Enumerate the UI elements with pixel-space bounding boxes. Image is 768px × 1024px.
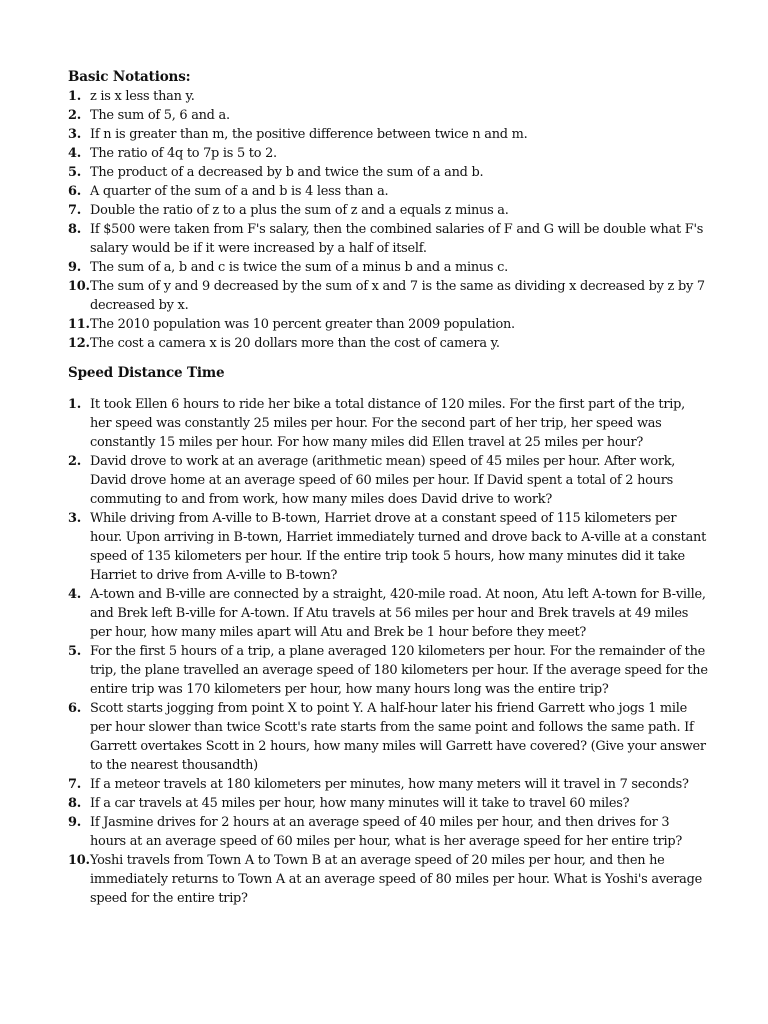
speed-item <box>68 452 708 509</box>
item-number: 4. <box>68 587 81 602</box>
item-number: 3. <box>68 511 81 526</box>
basic-item <box>68 334 708 353</box>
basic-notations-list <box>68 87 708 353</box>
basic-notations-heading: Basic Notations: <box>68 69 191 85</box>
item-number: 1. <box>68 89 81 104</box>
item-number: 6. <box>68 184 81 199</box>
item-number: 3. <box>68 127 81 142</box>
item-number: 8. <box>68 796 81 811</box>
item-number: 9. <box>68 815 81 830</box>
basic-item <box>68 87 708 106</box>
item-text: While driving from A-ville to B-town, Harriet drove at a constant speed of 115 kilometers per hour. Upon arriving in B-town, Harriet immediately turned and drove back to A-ville at a constant speed of 135 kilometers per hour. If the entire trip took 5 hours, how many minutes did it take Harriet to drive from A-ville to B-town? <box>90 511 707 583</box>
item-number: 5. <box>68 165 81 180</box>
item-text: The 2010 population was 10 percent greater than 2009 population. <box>90 317 515 332</box>
item-text: The sum of a, b and c is twice the sum of a minus b and a minus c. <box>90 260 508 275</box>
basic-item <box>68 182 708 201</box>
basic-item <box>68 220 708 258</box>
speed-item <box>68 813 708 851</box>
item-number: 2. <box>68 108 81 123</box>
item-number: 11. <box>68 317 90 332</box>
item-text: David drove to work at an average (arithmetic mean) speed of 45 miles per hour. After work, David drove home at an average speed of 60 miles per hour. If David spent a total of 2 hours commuting to and from work, how many miles does David drive to work? <box>90 454 676 507</box>
speed-item <box>68 509 708 585</box>
speed-item <box>68 395 708 452</box>
item-number: 10. <box>68 279 90 294</box>
speed-item <box>68 794 708 813</box>
item-number: 7. <box>68 203 81 218</box>
item-text: If Jasmine drives for 2 hours at an average speed of 40 miles per hour, and then drives for 3 hours at an average speed of 60 miles per hour, what is her average speed for her entire trip? <box>90 815 683 849</box>
item-number: 2. <box>68 454 81 469</box>
speed-item <box>68 851 708 908</box>
basic-item <box>68 315 708 334</box>
item-number: 10. <box>68 853 90 868</box>
item-number: 4. <box>68 146 81 161</box>
item-number: 8. <box>68 222 81 237</box>
item-text: If a car travels at 45 miles per hour, how many minutes will it take to travel 60 miles? <box>90 796 630 811</box>
basic-item <box>68 258 708 277</box>
item-text: Double the ratio of z to a plus the sum of z and a equals z minus a. <box>90 203 509 218</box>
item-number: 9. <box>68 260 81 275</box>
item-text: If $500 were taken from F's salary, then the combined salaries of F and G will be double what F's salary would be if it were increased by a half of itself. <box>90 222 704 256</box>
item-text: It took Ellen 6 hours to ride her bike a total distance of 120 miles. For the first part of the trip, her speed was constantly 25 miles per hour. For the second part of her trip, her speed was constantly 15 miles per hour. For how many miles did Ellen travel at 25 miles per hour? <box>90 397 685 450</box>
item-text: Scott starts jogging from point X to point Y. A half-hour later his friend Garrett who jogs 1 mile per hour slower than twice Scott's rate starts from the same point and follows the same path. If Garrett overtakes Scott in 2 hours, how many miles will Garrett have covered? (Give your answer to the nearest thousandth) <box>90 701 706 773</box>
item-number: 12. <box>68 336 90 351</box>
item-text: z is x less than y. <box>90 89 195 104</box>
speed-distance-time-heading: Speed Distance Time <box>68 365 225 381</box>
basic-item <box>68 125 708 144</box>
item-text: A-town and B-ville are connected by a straight, 420-mile road. At noon, Atu left A-town for B-ville, and Brek left B-ville for A-town. If Atu travels at 56 miles per hour and Brek travels at 49 miles per hour, how many miles apart will Atu and Brek be 1 hour before they meet? <box>90 587 706 640</box>
item-text: A quarter of the sum of a and b is 4 less than a. <box>90 184 389 199</box>
speed-item <box>68 775 708 794</box>
basic-item <box>68 106 708 125</box>
speed-distance-time-list <box>68 395 708 908</box>
basic-item <box>68 277 708 315</box>
document-content <box>68 68 708 908</box>
item-text: For the first 5 hours of a trip, a plane averaged 120 kilometers per hour. For the remainder of the trip, the plane travelled an average speed of 180 kilometers per hour. If the average speed for the entire trip was 170 kilometers per hour, how many hours long was the entire trip? <box>90 644 708 697</box>
item-number: 7. <box>68 777 81 792</box>
item-text: The sum of 5, 6 and a. <box>90 108 230 123</box>
speed-item <box>68 642 708 699</box>
item-number: 1. <box>68 397 81 412</box>
basic-item <box>68 201 708 220</box>
item-text: The ratio of 4q to 7p is 5 to 2. <box>90 146 277 161</box>
item-text: If n is greater than m, the positive difference between twice n and m. <box>90 127 528 142</box>
item-text: If a meteor travels at 180 kilometers per minutes, how many meters will it travel in 7 seconds? <box>90 777 689 792</box>
item-text: The product of a decreased by b and twice the sum of a and b. <box>90 165 484 180</box>
item-number: 6. <box>68 701 81 716</box>
item-text: The cost a camera x is 20 dollars more than the cost of camera y. <box>90 336 500 351</box>
item-number: 5. <box>68 644 81 659</box>
speed-item <box>68 585 708 642</box>
item-text: The sum of y and 9 decreased by the sum of x and 7 is the same as dividing x decreased by z by 7 decreased by x. <box>90 279 705 313</box>
speed-item <box>68 699 708 775</box>
item-text: Yoshi travels from Town A to Town B at an average speed of 20 miles per hour, and then he immediately returns to Town A at an average speed of 80 miles per hour. What is Yoshi's average speed for the entire trip? <box>90 853 702 906</box>
basic-item <box>68 163 708 182</box>
basic-item <box>68 144 708 163</box>
